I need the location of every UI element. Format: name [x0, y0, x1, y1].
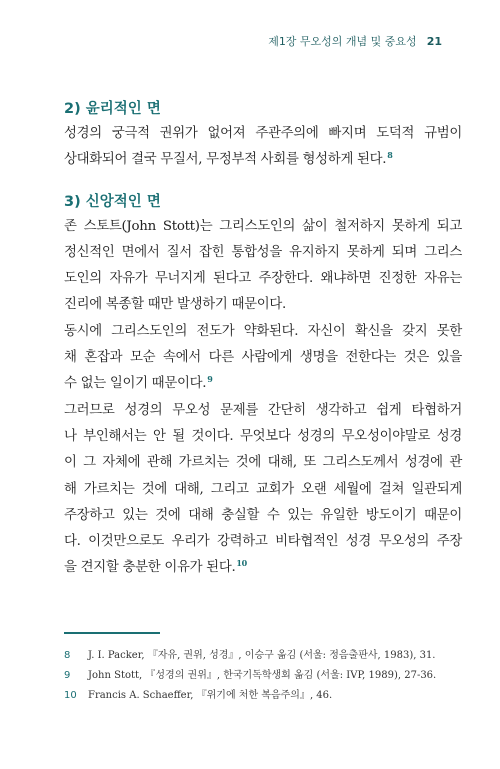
- text-line: 다. 이것만으로도 우리가 강력하고 비타협적인 성경 무오성의 주장: [64, 534, 462, 550]
- footnote-text: J. I. Packer, 『자유, 권위, 성경』, 이승구 옮김 (서울: 정음출판사, 1983), 31.: [88, 650, 436, 661]
- text-line: 해 가르치는 것에 대해, 그리고 교회가 오랜 세월에 걸쳐 일관되게: [64, 481, 462, 497]
- page-number: 21: [426, 35, 442, 48]
- text-line: 진리에 복종할 때만 발생하기 때문이다.: [64, 297, 286, 313]
- text-line: 성경의 궁극적 권위가 없어져 주관주의에 빠지며 도덕적 규범이: [64, 126, 462, 141]
- footnote-number: 8: [64, 650, 71, 661]
- text-line: 채 혼잡과 모순 속에서 다른 사람에게 생명을 전한다는 것은 있을: [64, 350, 462, 366]
- section-heading-faith: 3) 신앙적인 면: [64, 193, 161, 210]
- footnote-number: 9: [64, 670, 71, 681]
- text-line: 도인의 자유가 무너지게 된다고 주장한다. 왜냐하면 진정한 자유는: [64, 271, 462, 287]
- text-line: 을 견지할 충분한 이유가 된다.$^{10}$: [64, 557, 247, 576]
- section-heading-ethical: 2) 윤리적인 면: [64, 101, 161, 117]
- text-line: 존 스토트(John Stott)는 그리스도인의 삶이 철저하지 못하게 되고: [64, 218, 462, 234]
- text-line: 상대화되어 결국 무질서, 무정부적 사회를 형성하게 된다.$^8$: [64, 149, 393, 168]
- paragraph-conclusion: [64, 398, 462, 582]
- text-line: 수 없는 일이기 때문이다.$^9$: [64, 373, 213, 392]
- page-body: [64, 97, 462, 582]
- footnote-ref[interactable]: 9: [207, 373, 213, 384]
- paragraph-evangelism: [64, 319, 462, 398]
- footnote-ref[interactable]: 8: [387, 149, 393, 160]
- footnotes: [64, 646, 464, 706]
- text-line: 주장하고 있는 것에 대해 충실할 수 있는 유일한 방도이기 때문이: [64, 507, 462, 523]
- text-line: 동시에 그리스도인의 전도가 약화된다. 자신이 확신을 갖지 못한: [64, 323, 462, 339]
- text-line: 이 그 자체에 관해 가르치는 것에 대해, 또 그리스도께서 성경에 관: [64, 455, 462, 471]
- footnote-number: 10: [64, 690, 77, 701]
- footnote-text: John Stott, 『성경의 권위』, 한국기독학생회 옮김 (서울: IVP, 1989), 27-36.: [88, 670, 437, 681]
- footnote-divider: [64, 632, 160, 634]
- text-line: 그러므로 성경의 무오성 문제를 간단히 생각하고 쉽게 타협하거: [64, 402, 462, 418]
- paragraph-stott: [64, 214, 462, 319]
- text-line: 나 부인해서는 안 될 것이다. 무엇보다 성경의 무오성이야말로 성경: [64, 428, 462, 444]
- chapter-title: 제1장 무오성의 개념 및 중요성: [268, 35, 417, 48]
- paragraph-ethical: [64, 121, 462, 174]
- footnote-item: [64, 646, 464, 666]
- footnote-ref[interactable]: 10: [236, 557, 247, 568]
- footnote-item: [64, 666, 464, 686]
- running-head: [268, 33, 442, 49]
- footnote-text: Francis A. Schaeffer, 『위기에 처한 복음주의』, 46.: [88, 690, 333, 701]
- text-line: 정신적인 면에서 질서 잡힌 통합성을 유지하지 못하게 되며 그리스: [64, 244, 462, 260]
- footnote-item: [64, 686, 464, 706]
